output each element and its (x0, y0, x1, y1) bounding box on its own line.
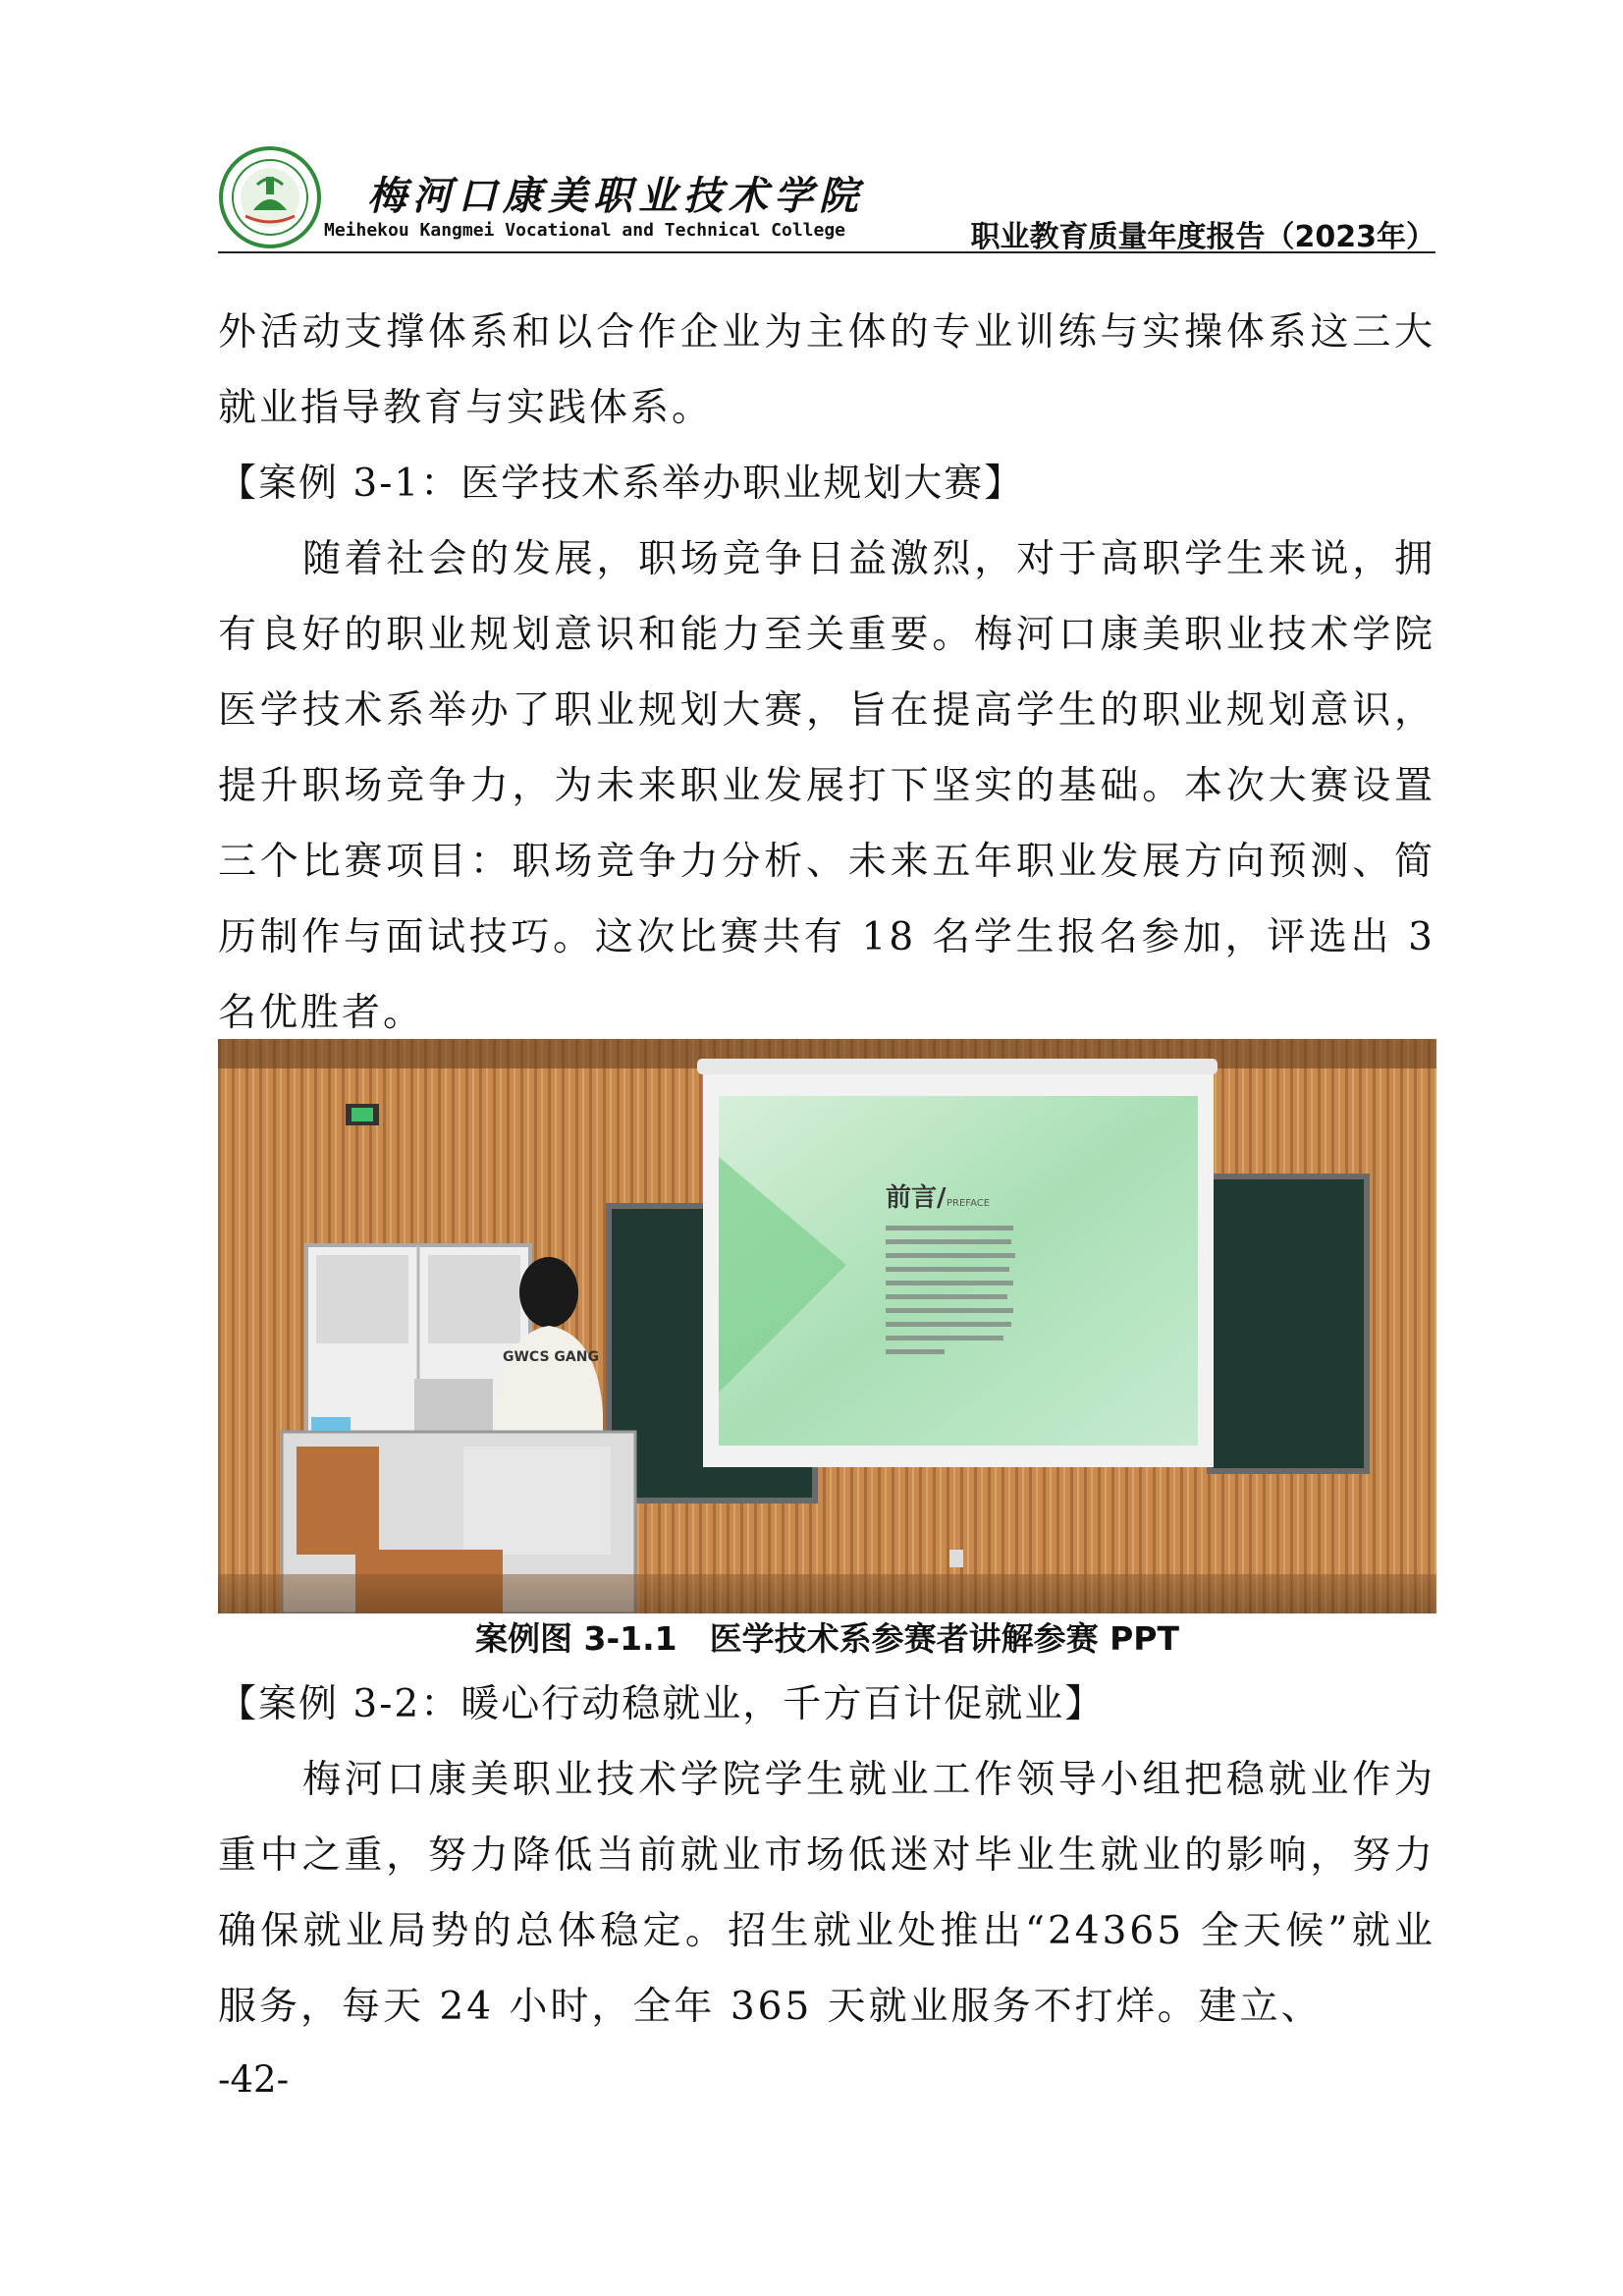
college-name-cn: 梅河口康美职业技术学院 (367, 173, 864, 219)
college-logo-icon (218, 145, 322, 249)
page-header (218, 145, 1435, 253)
paragraph-continuation: 外活动支撑体系和以合作企业为主体的专业训练与实操体系这三大就业指导教育与实践体系。 (218, 310, 1435, 430)
case-body-2: 梅河口康美职业技术学院学生就业工作领导小组把稳就业作为重中之重，努力降低当前就业市场低迷对毕业生就业的影响，努力确保就业局势的总体稳定。招生就业处推出“24365 全天候”就业服务，每天 24 小时，全年 365 天就业服务不打烊。建立、 (218, 1758, 1435, 2029)
main-content (218, 295, 1435, 1051)
main-content-2 (218, 1667, 1435, 2045)
case-body: 随着社会的发展，职场竞争日益激烈，对于高职学生来说，拥有良好的职业规划意识和能力至关重要。梅河口康美职业技术学院医学技术系举办了职业规划大赛，旨在提高学生的职业规划意识，提升职场竞争力，为未来职业发展打下坚实的基础。本次大赛设置三个比赛项目：职场竞争力分析、未来五年职业发展方向预测、简历制作与面试技巧。这次比赛共有 18 名学生报名参加，评选出 3 名优胜者。 (218, 537, 1435, 1035)
classroom-photo-illustration (218, 1039, 1436, 1613)
page-number: -42- (218, 2058, 290, 2101)
photo-caption: 案例图 3-1.1 医学技术系参赛者讲解参赛 PPT (475, 1619, 1179, 1658)
case-title: 【案例 3-1：医学技术系举办职业规划大赛】 (218, 462, 1025, 506)
report-title: 职业教育质量年度报告（2023年） (970, 220, 1435, 254)
blackboard-right (1210, 1176, 1367, 1471)
college-name-en: Meihekou Kangmei Vocational and Technical College (324, 220, 846, 241)
slide-title: 前言/ (886, 1183, 947, 1213)
case-photo (218, 1039, 1436, 1613)
slide-subtitle: PREFACE (947, 1198, 991, 1209)
header-divider (218, 251, 1435, 253)
sweater-text: GWCS GANG (503, 1349, 599, 1365)
case-title-2: 【案例 3-2：暖心行动稳就业，千方百计促就业】 (218, 1682, 1106, 1726)
